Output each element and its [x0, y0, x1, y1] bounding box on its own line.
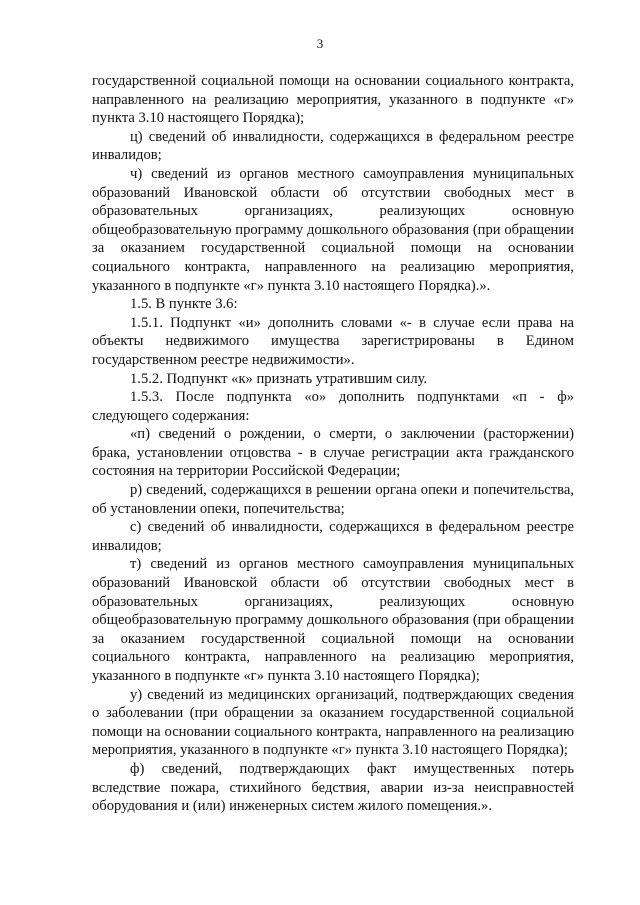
paragraph-item-s: с) сведений об инвалидности, содержащихся в федеральном реестре инвалидов;	[92, 519, 574, 554]
paragraph-section-1-5-3: 1.5.3. После подпункта «о» дополнить подпунктами «п - ф» следующего содержания:	[92, 389, 574, 424]
paragraph-item-u: у) сведений из медицинских организаций, подтверждающих сведения о заболевании (при обращении за оказанием государственной социальной помощи на основании социального контракта, направленного на реализацию мероприятия, указанного в подпункте «г» пункта 3.10 настоящего Порядка);	[92, 686, 574, 759]
paragraph-section-1-5: 1.5. В пункте 3.6:	[130, 296, 238, 313]
document-body	[92, 72, 574, 816]
paragraph-item-ts: ц) сведений об инвалидности, содержащихся в федеральном реестре инвалидов;	[92, 128, 574, 164]
paragraph-section-1-5-2: 1.5.2. Подпункт «к» признать утратившим силу.	[130, 370, 428, 387]
paragraph-continuation: государственной социальной помощи на основании социального контракта, направленного на реализацию мероприятия, указанного в подпункте «г» пункта 3.10 настоящего Порядка);	[92, 73, 574, 127]
paragraph-section-1-5-1: 1.5.1. Подпункт «и» дополнить словами «- в случае если права на объекты недвижимого имущества зарегистрированы в Едином государственном реестре недвижимости».	[92, 314, 574, 368]
paragraph-item-r: р) сведений, содержащихся в решении органа опеки и попечительства, об установлении опеки, попечительства;	[92, 482, 574, 517]
paragraph-item-t: т) сведений из органов местного самоуправления муниципальных образований Ивановской области об отсутствии свободных мест в образовательных организациях, реализующих основную общеобразовательную программу дошкольного образования (при обращении за оказанием государственной социальной помощи на основании социального контракта, направленного на реализацию мероприятия, указанного в подпункте «г» пункта 3.10 настоящего Порядка);	[92, 556, 574, 684]
paragraph-item-f: ф) сведений, подтверждающих факт имущественных потерь вследствие пожара, стихийного бедствия, аварии из-за неисправностей оборудования и (или) инженерных систем жилого помещения.».	[92, 760, 574, 815]
paragraph-item-ch: ч) сведений из органов местного самоуправления муниципальных образований Ивановской области об отсутствии свободных мест в образовательных организациях, реализующих основную общеобразовательную программу дошкольного образования (при обращении за оказанием государственной социальной помощи на основании социального контракта, направленного на реализацию мероприятия, указанного в подпункте «г» пункта 3.10 настоящего Порядка).».	[92, 165, 574, 294]
page-number: 3	[316, 36, 324, 51]
paragraph-item-p: «п) сведений о рождении, о смерти, о заключении (расторжении) брака, установлении отцовства - в случае регистрации акта гражданского состояния на территории Российской Федерации;	[92, 426, 574, 480]
